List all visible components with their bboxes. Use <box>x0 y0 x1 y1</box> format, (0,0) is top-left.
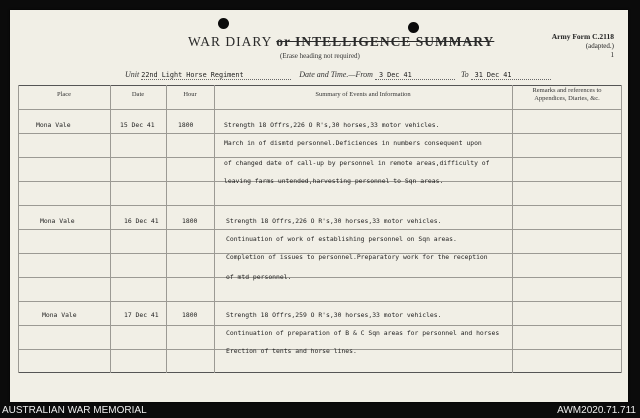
date-label: Date and Time.—From <box>299 70 373 79</box>
army-form-adapted: (adapted.) <box>585 42 614 50</box>
entry-line: Continuation of preparation of B & C Sqn areas for personnel and horses <box>226 329 500 337</box>
entry-date: 16 Dec 41 <box>124 217 159 225</box>
entry-place: Mona Vale <box>42 311 77 319</box>
entry-line: Strength 18 Offrs,226 O R's,30 horses,33 motor vehicles. <box>224 121 440 129</box>
unit-value: 22nd Light Horse Regiment <box>141 71 244 79</box>
entry-date: 17 Dec 41 <box>124 311 159 319</box>
unit-label: Unit <box>125 70 140 79</box>
entry-hour: 1800 <box>178 121 194 129</box>
header-remarks: Remarks and references to Appendices, Diaries, &c. <box>532 87 602 102</box>
entry-line: of changed date of call-up by personnel in remote areas,difficulty of <box>224 159 490 167</box>
footer-accession-number: AWM2020.71.711 <box>557 405 636 416</box>
entry-line: Strength 18 Offrs,259 O R's,30 horses,33 motor vehicles. <box>226 311 442 319</box>
table-bottom-border <box>18 372 622 373</box>
date-from: 3 Dec 41 <box>378 71 412 79</box>
unit-line <box>125 70 551 80</box>
entry-line: Strength 18 Offrs,226 O R's,30 horses,33 motor vehicles. <box>226 217 442 225</box>
punch-hole <box>218 18 229 29</box>
title-struck-heading: or INTELLIGENCE SUMMARY <box>276 34 495 49</box>
diary-sheet <box>10 10 628 402</box>
entry-place: Mona Vale <box>36 121 71 129</box>
entry-line: leaving farms untended,harvesting personnel to Sqn areas. <box>224 177 444 185</box>
punch-hole <box>408 22 419 33</box>
entry-hour: 1800 <box>182 311 198 319</box>
header-place: Place <box>56 91 72 98</box>
army-form-mark: 1 <box>610 51 614 59</box>
header-date: Date <box>131 91 145 98</box>
entry-place: Mona Vale <box>40 217 75 225</box>
entry-line: Completion of issues to personnel.Preparatory work for the reception <box>226 253 488 261</box>
header-hour: Hour <box>183 91 197 98</box>
army-form-id <box>552 32 614 60</box>
diary-table <box>18 85 622 373</box>
heading-note: (Erase heading not required) <box>280 52 360 60</box>
footer-institution: AUSTRALIAN WAR MEMORIAL <box>2 405 147 416</box>
form-title <box>188 34 494 50</box>
entry-line: March in of dismtd personnel.Deficiences in numbers consequent upon <box>224 139 482 147</box>
entry-line: Continuation of work of establishing personnel on Sqn areas. <box>226 235 457 243</box>
table-top-border <box>18 85 622 86</box>
header-summary: Summary of Events and Information <box>315 91 411 98</box>
date-to-label: To <box>460 70 469 79</box>
entry-line: Erection of tents and horse lines. <box>226 347 357 355</box>
header-divider <box>18 109 622 110</box>
entry-date: 15 Dec 41 <box>120 121 155 129</box>
entry-hour: 1800 <box>182 217 198 225</box>
entry-line: of mtd personnel. <box>226 273 292 281</box>
army-form-number: Army Form C.2118 <box>551 32 614 41</box>
date-to: 31 Dec 41 <box>474 71 512 79</box>
title-war-diary: WAR DIARY <box>188 34 272 49</box>
